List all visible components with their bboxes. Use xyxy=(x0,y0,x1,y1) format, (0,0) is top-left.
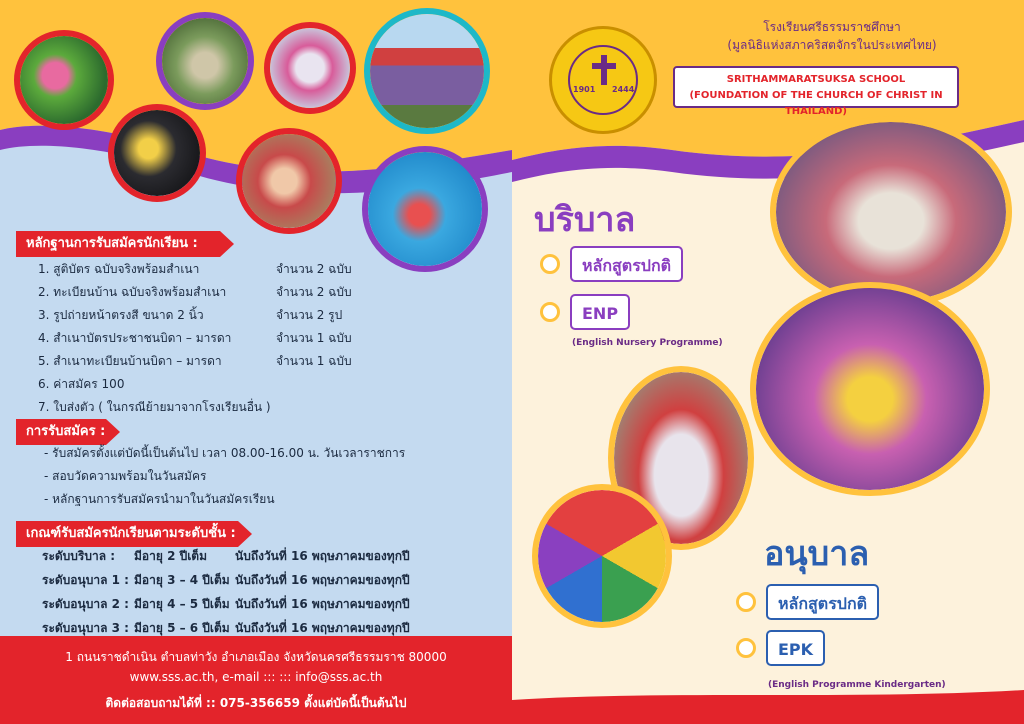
school-logo xyxy=(549,26,657,134)
level-cell: ระดับอนุบาล 2 : xyxy=(42,597,129,611)
age-cell: มีอายุ 4 – 5 ปีเต็ม xyxy=(134,597,230,611)
kindergarten-option-epk xyxy=(736,630,825,666)
list-item xyxy=(38,350,398,373)
contact-footer xyxy=(0,636,512,724)
level-cell: ระดับบริบาล : xyxy=(42,549,116,563)
age-cell: มีอายุ 3 – 4 ปีเต็ม xyxy=(134,573,230,587)
item-text: 2. ทะเบียนบ้าน ฉบับจริงพร้อมสำเนา xyxy=(38,285,227,299)
item-qty: จำนวน 2 ฉบับ xyxy=(276,262,352,276)
photo-nursery-group xyxy=(770,116,1012,308)
web-email-text: www.sss.ac.th, e-mail ::: ::: info@sss.ac.th xyxy=(129,670,383,684)
list-item xyxy=(38,281,398,304)
school-name-english xyxy=(673,66,959,117)
age-cell: มีอายุ 5 – 6 ปีเต็ม xyxy=(134,621,230,635)
table-row xyxy=(42,592,442,616)
photo-child-glasses xyxy=(236,128,342,234)
documents-heading-tag xyxy=(16,231,220,257)
photo-child-watering xyxy=(14,30,114,130)
right-panel xyxy=(512,0,1024,724)
criteria-heading: เกณฑ์รับสมัครนักเรียนตามระดับชั้น : xyxy=(26,526,236,541)
application-list xyxy=(44,442,405,511)
photo-parachute-game xyxy=(532,484,672,628)
nursery-option-regular xyxy=(540,246,683,282)
photo-children-playing xyxy=(156,12,254,110)
address-text: 1 ถนนราชดำเนิน ตำบลท่าวัง อำเภอเมือง จังหวัดนครศรีธรรมราช 80000 xyxy=(65,650,447,664)
item-text: 7. ใบส่งตัว ( ในกรณีย้ายมาจากโรงเรียนอื่น ) xyxy=(38,400,271,414)
photo-circle-activity xyxy=(264,22,356,114)
logo-year-left: 1901 xyxy=(573,85,596,94)
school-name-th-line1: โรงเรียนศรีธรรมราชศึกษา xyxy=(763,20,901,34)
documents-heading: หลักฐานการรับสมัครนักเรียน : xyxy=(26,236,198,251)
count-cell: นับถึงวันที่ 16 พฤษภาคมของทุกปี xyxy=(235,621,410,635)
item-qty: จำนวน 2 ฉบับ xyxy=(276,285,352,299)
enp-program-box: ENP xyxy=(570,294,630,330)
nursery-option-enp xyxy=(540,294,630,330)
nursery-title: บริบาล xyxy=(534,200,636,240)
list-item: - สอบวัดความพร้อมในวันสมัคร xyxy=(44,469,207,483)
table-row xyxy=(42,568,442,592)
item-qty: จำนวน 1 ฉบับ xyxy=(276,331,352,345)
list-item xyxy=(38,396,398,419)
level-cell: ระดับอนุบาล 1 : xyxy=(42,573,129,587)
school-name-th-line2: (มูลนิธิแห่งสภาคริสตจักรในประเทศไทย) xyxy=(727,38,937,52)
item-text: 5. สำเนาทะเบียนบ้านบิดา – มารดา xyxy=(38,354,222,368)
item-text: 1. สูติบัตร ฉบับจริงพร้อมสำเนา xyxy=(38,262,200,276)
photo-star-costume xyxy=(108,104,206,202)
bullet-icon xyxy=(736,592,756,612)
bullet-icon xyxy=(540,302,560,322)
school-name-en-line1: SRITHAMMARATSUKSA SCHOOL xyxy=(726,74,906,85)
school-name-thai xyxy=(682,18,982,54)
documents-list xyxy=(38,258,398,419)
level-cell: ระดับอนุบาล 3 : xyxy=(42,621,129,635)
application-heading: การรับสมัคร : xyxy=(26,424,106,439)
item-qty: จำนวน 1 ฉบับ xyxy=(276,354,352,368)
photo-music-talent xyxy=(750,282,990,496)
photo-boat-trip xyxy=(364,8,490,134)
contact-phone-text: ติดต่อสอบถามได้ที่ :: 075-356659 ตั้งแต่บัดนี้เป็นต้นไป xyxy=(105,696,407,710)
item-text: 6. ค่าสมัคร 100 xyxy=(38,377,125,391)
item-text: 4. สำเนาบัตรประชาชนบิดา – มารดา xyxy=(38,331,232,345)
list-item: - หลักฐานการรับสมัครนำมาในวันสมัครเรียน xyxy=(44,492,275,506)
count-cell: นับถึงวันที่ 16 พฤษภาคมของทุกปี xyxy=(235,549,410,563)
logo-year-right: 2444 xyxy=(612,85,635,94)
kindergarten-option-regular xyxy=(736,584,879,620)
criteria-table xyxy=(42,544,442,640)
school-name-en-line2: (FOUNDATION OF THE CHURCH OF CHRIST IN THAILAND) xyxy=(689,90,943,117)
cross-icon xyxy=(601,55,607,85)
bullet-icon xyxy=(540,254,560,274)
table-row xyxy=(42,544,442,568)
list-item xyxy=(38,373,398,396)
item-qty: จำนวน 2 รูป xyxy=(276,308,343,322)
bullet-icon xyxy=(736,638,756,658)
age-cell: มีอายุ 2 ปีเต็ม xyxy=(134,549,208,563)
item-text: 3. รูปถ่ายหน้าตรงสี ขนาด 2 นิ้ว xyxy=(38,308,204,322)
count-cell: นับถึงวันที่ 16 พฤษภาคมของทุกปี xyxy=(235,597,410,611)
epk-description: (English Programme Kindergarten) xyxy=(768,680,946,690)
list-item xyxy=(38,327,398,350)
photo-swimming-pool xyxy=(362,146,488,272)
epk-program-box: EPK xyxy=(766,630,825,666)
logo-emblem xyxy=(568,45,638,115)
kindergarten-title: อนุบาล xyxy=(764,534,870,574)
list-item: - รับสมัครตั้งแต่บัดนี้เป็นต้นไป เวลา 08.00-16.00 น. วันเวลาราชการ xyxy=(44,446,406,460)
list-item xyxy=(38,258,398,281)
list-item xyxy=(38,304,398,327)
regular-program-box: หลักสูตรปกติ xyxy=(766,584,879,620)
count-cell: นับถึงวันที่ 16 พฤษภาคมของทุกปี xyxy=(235,573,410,587)
enp-description: (English Nursery Programme) xyxy=(572,338,723,348)
regular-program-box: หลักสูตรปกติ xyxy=(570,246,683,282)
